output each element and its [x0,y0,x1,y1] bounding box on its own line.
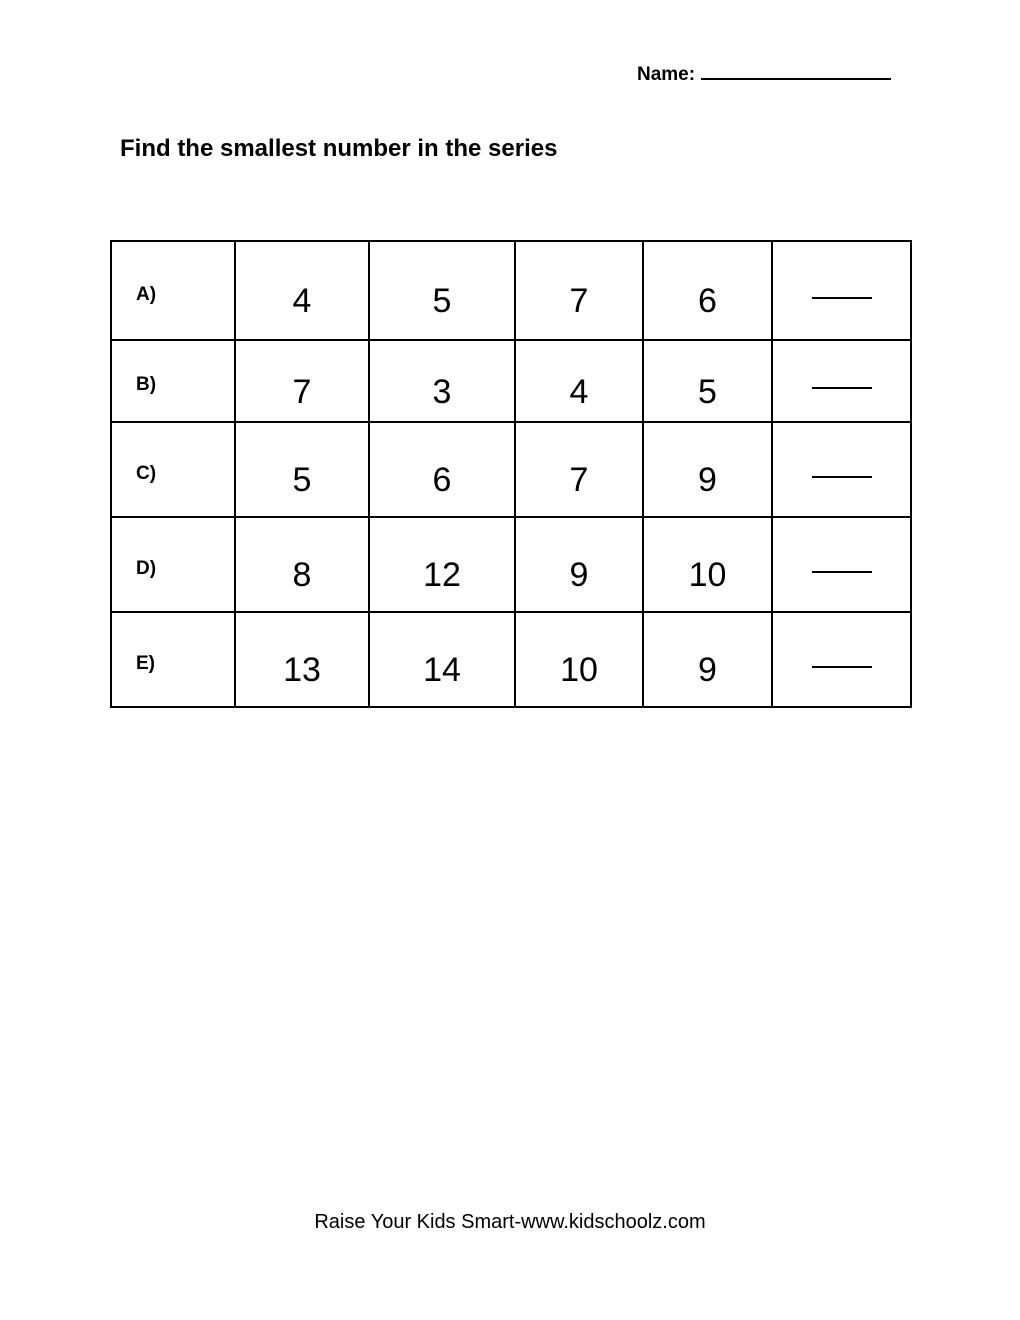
series-number: 9 [643,422,772,517]
answer-cell[interactable] [772,517,911,612]
series-number: 7 [235,340,369,422]
row-label: C) [111,422,235,517]
table-row [111,422,911,517]
series-number: 8 [235,517,369,612]
table-row [111,241,911,340]
series-number: 7 [515,422,643,517]
row-label: D) [111,517,235,612]
series-number: 9 [643,612,772,707]
table-row [111,612,911,707]
footer-text: Raise Your Kids Smart-www.kidschoolz.com [314,1211,706,1233]
series-number: 7 [515,241,643,340]
series-number: 9 [515,517,643,612]
series-number: 10 [515,612,643,707]
answer-blank-line [812,665,872,668]
answer-blank-line [812,386,872,389]
row-label: E) [111,612,235,707]
worksheet-title: Find the smallest number in the series [120,135,558,162]
series-number: 5 [369,241,515,340]
answer-blank-line [812,570,872,573]
table-row [111,340,911,422]
series-number: 14 [369,612,515,707]
answer-cell[interactable] [772,340,911,422]
series-number: 5 [643,340,772,422]
name-label: Name: [637,64,696,85]
name-field [637,62,891,86]
answer-blank-line [812,296,872,299]
series-number: 10 [643,517,772,612]
series-number: 4 [515,340,643,422]
series-number: 5 [235,422,369,517]
series-number: 12 [369,517,515,612]
answer-cell[interactable] [772,241,911,340]
series-number: 3 [369,340,515,422]
answer-blank-line [812,475,872,478]
series-number: 6 [643,241,772,340]
row-label: A) [111,241,235,340]
answer-cell[interactable] [772,612,911,707]
series-number: 4 [235,241,369,340]
series-table [110,240,912,708]
name-blank-line[interactable] [701,62,891,80]
table-row [111,517,911,612]
series-number: 6 [369,422,515,517]
answer-cell[interactable] [772,422,911,517]
series-number: 13 [235,612,369,707]
row-label: B) [111,340,235,422]
